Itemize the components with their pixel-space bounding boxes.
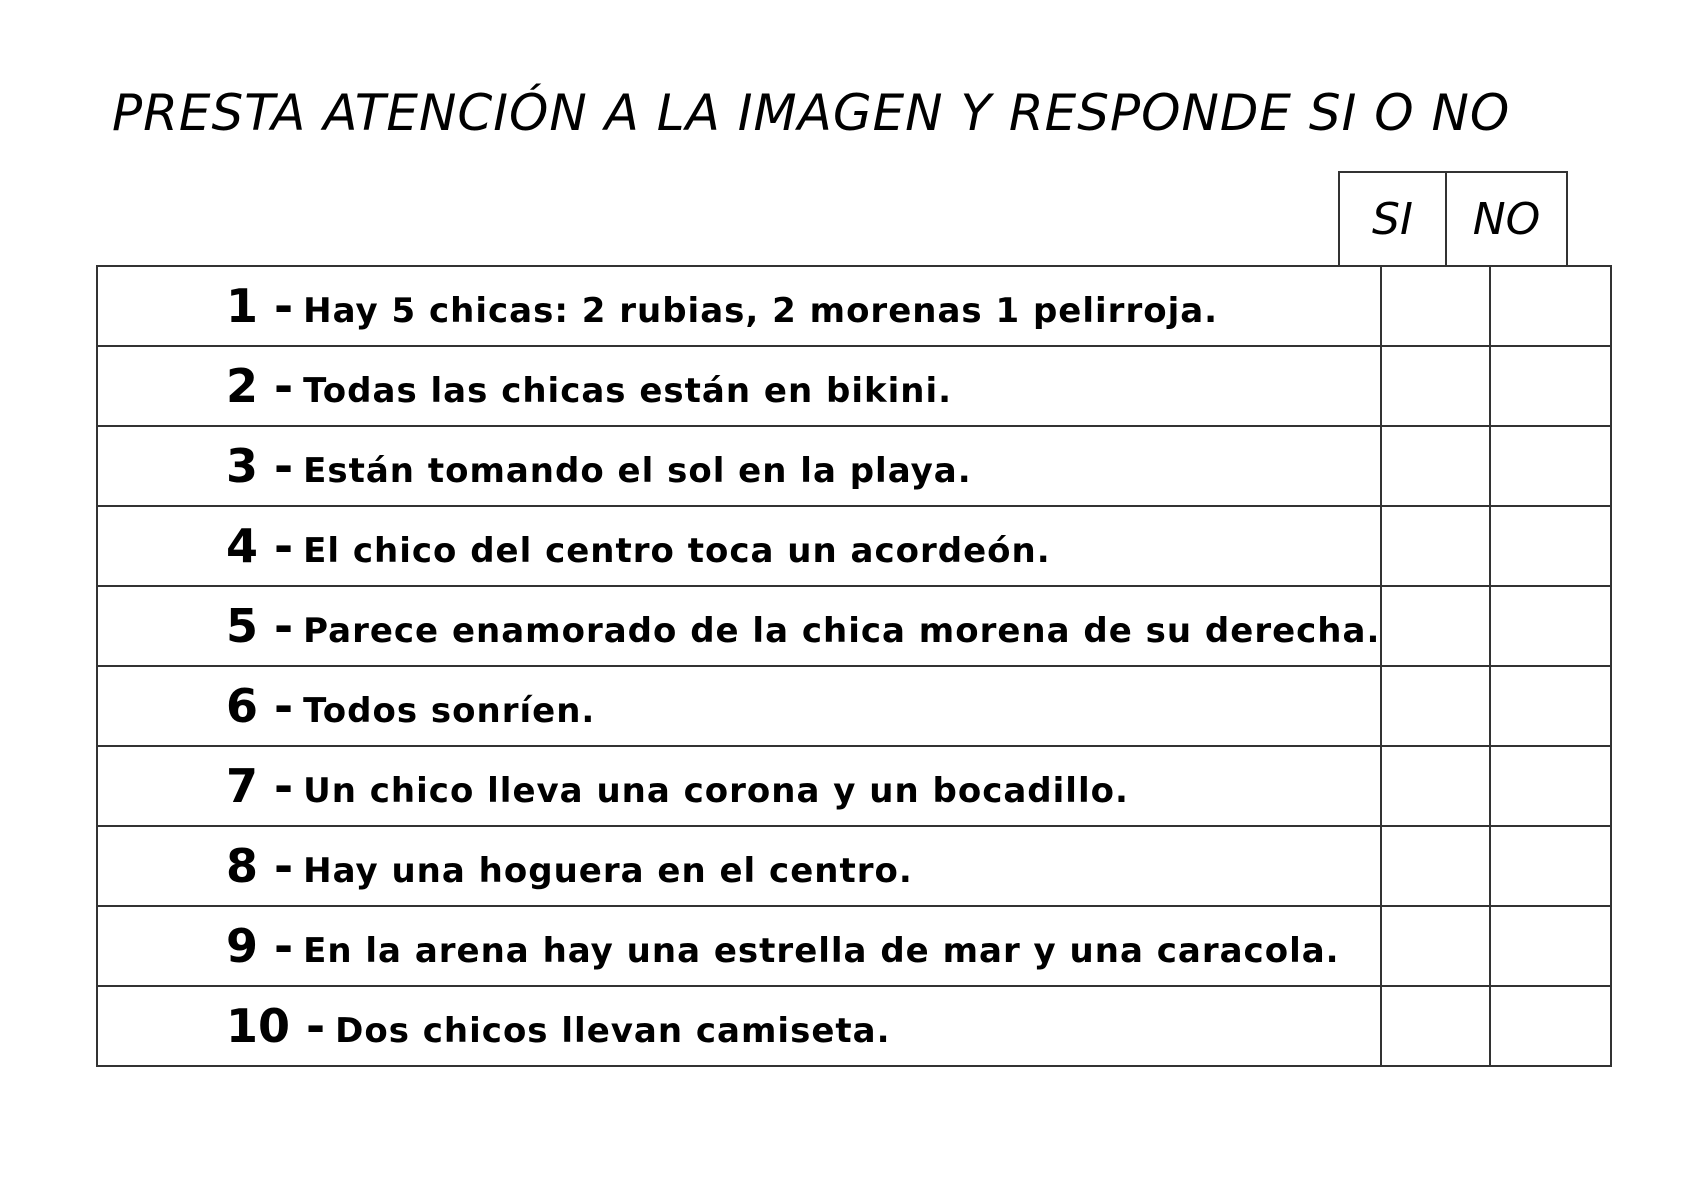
question-line: [98, 599, 1380, 653]
question-text: En la arena hay una estrella de mar y una caracola.: [303, 931, 1340, 971]
question-row: [97, 826, 1611, 906]
question-cell: [97, 666, 1381, 746]
question-table: [96, 265, 1612, 1067]
question-cell: [97, 586, 1381, 666]
question-line: [98, 359, 1380, 413]
question-line: [98, 519, 1380, 573]
question-number: 4 -: [226, 519, 294, 573]
question-number: 3 -: [226, 439, 294, 493]
answer-box-no[interactable]: [1490, 666, 1611, 746]
answer-box-si[interactable]: [1381, 506, 1490, 586]
answer-box-no[interactable]: [1490, 266, 1611, 346]
question-text: Hay una hoguera en el centro.: [303, 851, 913, 891]
question-text: Todos sonríen.: [303, 691, 596, 731]
question-cell: [97, 426, 1381, 506]
answer-box-si[interactable]: [1381, 906, 1490, 986]
question-number: 5 -: [226, 599, 294, 653]
answer-box-si[interactable]: [1381, 666, 1490, 746]
question-cell: [97, 826, 1381, 906]
question-cell: [97, 266, 1381, 346]
question-line: [98, 919, 1380, 973]
question-number: 9 -: [226, 919, 294, 973]
question-line: [98, 679, 1380, 733]
question-row: [97, 666, 1611, 746]
answer-box-si[interactable]: [1381, 346, 1490, 426]
answer-box-no[interactable]: [1490, 506, 1611, 586]
answer-box-no[interactable]: [1490, 986, 1611, 1066]
question-row: [97, 986, 1611, 1066]
answer-box-no[interactable]: [1490, 426, 1611, 506]
question-text: Hay 5 chicas: 2 rubias, 2 morenas 1 pelirroja.: [303, 291, 1219, 331]
question-text: Dos chicos llevan camiseta.: [335, 1011, 891, 1051]
question-row: [97, 906, 1611, 986]
answer-box-no[interactable]: [1490, 586, 1611, 666]
question-number: 8 -: [226, 839, 294, 893]
answer-box-si[interactable]: [1381, 986, 1490, 1066]
answer-box-si[interactable]: [1381, 746, 1490, 826]
question-row: [97, 586, 1611, 666]
question-cell: [97, 746, 1381, 826]
column-header-si: SI: [1338, 171, 1447, 265]
question-text: Están tomando el sol en la playa.: [303, 451, 972, 491]
column-header-no: NO: [1447, 171, 1568, 265]
answer-box-si[interactable]: [1381, 586, 1490, 666]
question-cell: [97, 986, 1381, 1066]
question-number: 7 -: [226, 759, 294, 813]
question-number: 1 -: [226, 279, 294, 333]
question-cell: [97, 506, 1381, 586]
question-line: [98, 439, 1380, 493]
question-row: [97, 426, 1611, 506]
answer-column-headers: [1338, 171, 1568, 265]
question-row: [97, 746, 1611, 826]
answer-box-no[interactable]: [1490, 906, 1611, 986]
question-cell: [97, 906, 1381, 986]
question-line: [98, 999, 1380, 1053]
answer-box-si[interactable]: [1381, 826, 1490, 906]
answer-box-no[interactable]: [1490, 746, 1611, 826]
answer-box-no[interactable]: [1490, 346, 1611, 426]
question-line: [98, 279, 1380, 333]
question-text: Todas las chicas están en bikini.: [303, 371, 953, 411]
question-number: 2 -: [226, 359, 294, 413]
question-line: [98, 759, 1380, 813]
question-row: [97, 506, 1611, 586]
worksheet-title: PRESTA ATENCIÓN A LA IMAGEN Y RESPONDE SI O NO: [112, 84, 1511, 142]
answer-box-si[interactable]: [1381, 266, 1490, 346]
question-number: 10 -: [226, 999, 326, 1053]
question-line: [98, 839, 1380, 893]
question-row: [97, 346, 1611, 426]
question-number: 6 -: [226, 679, 294, 733]
question-text: Un chico lleva una corona y un bocadillo.: [303, 771, 1129, 811]
question-row: [97, 266, 1611, 346]
question-text: Parece enamorado de la chica morena de su derecha.: [303, 611, 1381, 651]
answer-box-no[interactable]: [1490, 826, 1611, 906]
question-text: El chico del centro toca un acordeón.: [303, 531, 1051, 571]
question-cell: [97, 346, 1381, 426]
answer-box-si[interactable]: [1381, 426, 1490, 506]
